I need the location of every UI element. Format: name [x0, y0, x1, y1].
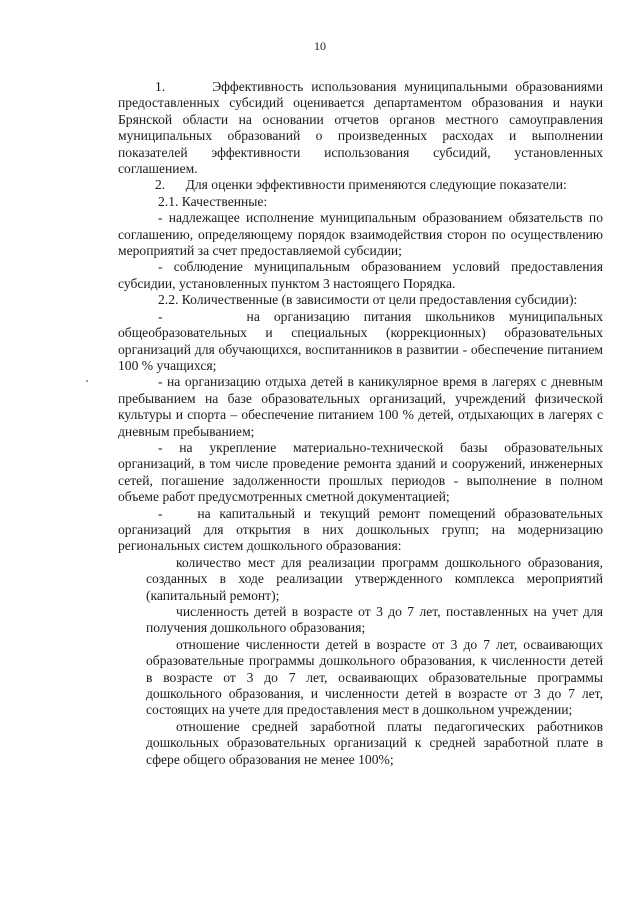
paragraph-school-meals: - на организацию питания школьников муниципальных общеобразовательных и специальных (коррекционных) образовательных организаций для обучающихся, воспитанников в развитии - обеспечение питанием 100 % учащихся;	[118, 308, 603, 373]
indicator-item: количество мест для реализации программ дошкольного образования, созданных в ходе реализации утвержденного комплекса мероприятий (капитальный ремонт);	[146, 554, 603, 603]
paragraph-1: 1. Эффективность использования муниципальными образованиями предоставленных субсидий оценивается департаментом образования и науки Брянской области на основании отчетов органов местного самоуправления муниципальных образований о произведенных расходах и выполнении показателей эффективности использования субсидий, установленных соглашением.	[118, 79, 603, 177]
scan-speck	[86, 380, 88, 382]
paragraph-material-base: - на укрепление материально-технической базы образовательных организаций, в том числе проведение ремонта зданий и сооружений, инженерных сетей, погашение задолженности прошлых периодов - выполнение в полном объеме работ предусмотренных сметной документацией;	[118, 439, 603, 505]
paragraph-2-1-heading: 2.1. Качественные:	[158, 193, 268, 209]
paragraph-conditions: - соблюдение муниципальным образованием условий предоставления субсидии, установленных пунктом 3 настоящего Порядка.	[118, 259, 603, 291]
indicator-item: отношение численности детей в возрасте от 3 до 7 лет, осваивающих образовательные программы дошкольного образования, к численности детей в возрасте от 3 до 7 лет, осваивающих образовательные программы дошкольного образования, и численности детей в возрасте от 3 до 7 лет, состоящих на учете для предоставления мест в дошкольном учреждении;	[146, 636, 603, 718]
document-body	[118, 79, 603, 768]
page-number: 10	[314, 39, 326, 53]
indicator-item: отношение средней заработной платы педагогических работников дошкольных образовательных организаций к средней заработной плате в сфере общего образования не менее 100%;	[146, 718, 603, 767]
paragraph-2: 2. Для оценки эффективности применяются следующие показатели:	[155, 177, 567, 193]
paragraph-2-2-heading: 2.2. Количественные (в зависимости от цели предоставления субсидии):	[158, 292, 578, 308]
paragraph-obligations: - надлежащее исполнение муниципальным образованием обязательств по соглашению, определяющему порядок взаимодействия сторон по осуществлению мероприятий за счет предоставляемой субсидии;	[118, 210, 603, 259]
indicator-list	[118, 555, 603, 768]
indicator-item: численность детей в возрасте от 3 до 7 лет, поставленных на учет для получения дошкольного образования;	[146, 604, 603, 636]
paragraph-repairs: - на капитальный и текущий ремонт помещений образовательных организаций для открытия в них дошкольных групп; на модернизацию региональных систем дошкольного образования:	[118, 505, 603, 554]
paragraph-summer-camps: - на организацию отдыха детей в каникулярное время в лагерях с дневным пребыванием на базе образовательных организаций, учреждений физической культуры и спорта – обеспечение питанием 100 % детей, отдыхающих в лагерях с дневным пребыванием;	[118, 374, 603, 439]
